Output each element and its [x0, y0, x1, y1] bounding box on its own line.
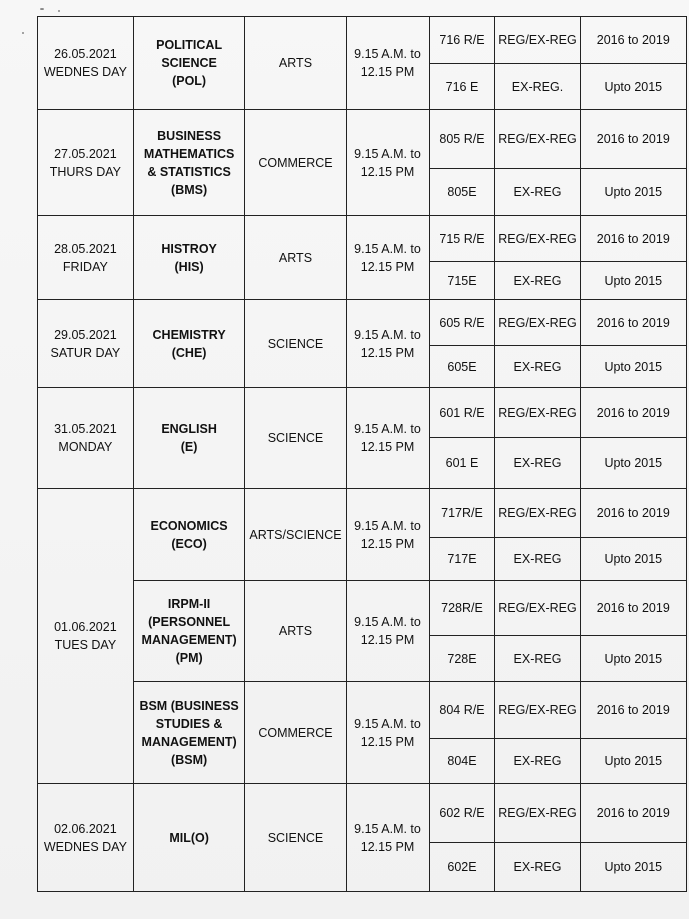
candidate-type-cell: EX-REG — [495, 169, 580, 216]
date-cell: 02.06.2021 WEDNES DAY — [38, 784, 134, 892]
paper-code-cell: 716 E — [429, 64, 495, 110]
paper-code-cell: 601 E — [429, 438, 495, 489]
time-cell: 9.15 A.M. to 12.15 PM — [346, 110, 429, 216]
stream-cell: ARTS — [245, 581, 346, 682]
paper-code-cell: 717E — [429, 538, 495, 581]
candidate-type-cell: REG/EX-REG — [495, 784, 580, 843]
batch-years-cell: Upto 2015 — [580, 843, 686, 892]
table-row — [38, 216, 687, 262]
table-row — [38, 17, 687, 64]
batch-years-cell: 2016 to 2019 — [580, 682, 686, 739]
candidate-type-cell: EX-REG — [495, 538, 580, 581]
batch-years-cell: Upto 2015 — [580, 636, 686, 682]
candidate-type-cell: REG/EX-REG — [495, 300, 580, 346]
batch-years-cell: 2016 to 2019 — [580, 110, 686, 169]
date-cell: 27.05.2021 THURS DAY — [38, 110, 134, 216]
batch-years-cell: Upto 2015 — [580, 169, 686, 216]
date-cell: 29.05.2021 SATUR DAY — [38, 300, 134, 388]
candidate-type-cell: REG/EX-REG — [495, 388, 580, 438]
date-cell: 26.05.2021 WEDNES DAY — [38, 17, 134, 110]
candidate-type-cell: REG/EX-REG — [495, 110, 580, 169]
time-cell: 9.15 A.M. to 12.15 PM — [346, 216, 429, 300]
candidate-type-cell: REG/EX-REG — [495, 581, 580, 636]
candidate-type-cell: EX-REG — [495, 636, 580, 682]
subject-cell: CHEMISTRY (CHE) — [133, 300, 245, 388]
candidate-type-cell: EX-REG — [495, 843, 580, 892]
subject-cell: IRPM-II (PERSONNEL MANAGEMENT) (PM) — [133, 581, 245, 682]
paper-code-cell: 605 R/E — [429, 300, 495, 346]
paper-code-cell: 805E — [429, 169, 495, 216]
batch-years-cell: 2016 to 2019 — [580, 388, 686, 438]
candidate-type-cell: EX-REG — [495, 438, 580, 489]
stream-cell: SCIENCE — [245, 388, 346, 489]
batch-years-cell: 2016 to 2019 — [580, 489, 686, 538]
paper-code-cell: 804 R/E — [429, 682, 495, 739]
batch-years-cell: Upto 2015 — [580, 438, 686, 489]
candidate-type-cell: EX-REG — [495, 262, 580, 300]
time-cell: 9.15 A.M. to 12.15 PM — [346, 300, 429, 388]
time-cell: 9.15 A.M. to 12.15 PM — [346, 682, 429, 784]
stream-cell: COMMERCE — [245, 110, 346, 216]
subject-cell: HISTROY (HIS) — [133, 216, 245, 300]
candidate-type-cell: REG/EX-REG — [495, 682, 580, 739]
scan-speck — [22, 32, 24, 34]
batch-years-cell: Upto 2015 — [580, 64, 686, 110]
batch-years-cell: 2016 to 2019 — [580, 300, 686, 346]
candidate-type-cell: EX-REG — [495, 739, 580, 784]
candidate-type-cell: REG/EX-REG — [495, 17, 580, 64]
paper-code-cell: 605E — [429, 346, 495, 388]
paper-code-cell: 717R/E — [429, 489, 495, 538]
batch-years-cell: Upto 2015 — [580, 262, 686, 300]
paper-code-cell: 602E — [429, 843, 495, 892]
table-row — [38, 581, 687, 636]
batch-years-cell: 2016 to 2019 — [580, 216, 686, 262]
stream-cell: ARTS/SCIENCE — [245, 489, 346, 581]
time-cell: 9.15 A.M. to 12.15 PM — [346, 581, 429, 682]
scan-speck — [40, 8, 44, 10]
paper-code-cell: 804E — [429, 739, 495, 784]
subject-cell: POLITICAL SCIENCE (POL) — [133, 17, 245, 110]
subject-cell: ECONOMICS (ECO) — [133, 489, 245, 581]
paper-code-cell: 716 R/E — [429, 17, 495, 64]
stream-cell: COMMERCE — [245, 682, 346, 784]
candidate-type-cell: REG/EX-REG — [495, 489, 580, 538]
table-row — [38, 388, 687, 438]
subject-cell: BSM (BUSINESS STUDIES & MANAGEMENT) (BSM) — [133, 682, 245, 784]
batch-years-cell: 2016 to 2019 — [580, 17, 686, 64]
candidate-type-cell: EX-REG — [495, 346, 580, 388]
time-cell: 9.15 A.M. to 12.15 PM — [346, 388, 429, 489]
scan-speck — [58, 10, 60, 12]
batch-years-cell: 2016 to 2019 — [580, 784, 686, 843]
candidate-type-cell: EX-REG. — [495, 64, 580, 110]
paper-code-cell: 602 R/E — [429, 784, 495, 843]
batch-years-cell: Upto 2015 — [580, 739, 686, 784]
paper-code-cell: 805 R/E — [429, 110, 495, 169]
batch-years-cell: Upto 2015 — [580, 538, 686, 581]
exam-timetable — [37, 16, 687, 892]
time-cell: 9.15 A.M. to 12.15 PM — [346, 17, 429, 110]
batch-years-cell: Upto 2015 — [580, 346, 686, 388]
date-cell: 28.05.2021 FRIDAY — [38, 216, 134, 300]
subject-cell: ENGLISH (E) — [133, 388, 245, 489]
time-cell: 9.15 A.M. to 12.15 PM — [346, 784, 429, 892]
paper-code-cell: 601 R/E — [429, 388, 495, 438]
time-cell: 9.15 A.M. to 12.15 PM — [346, 489, 429, 581]
batch-years-cell: 2016 to 2019 — [580, 581, 686, 636]
subject-cell: BUSINESS MATHEMATICS & STATISTICS (BMS) — [133, 110, 245, 216]
date-cell: 31.05.2021 MONDAY — [38, 388, 134, 489]
paper-code-cell: 728R/E — [429, 581, 495, 636]
stream-cell: SCIENCE — [245, 784, 346, 892]
date-cell: 01.06.2021 TUES DAY — [38, 489, 134, 784]
table-row — [38, 489, 687, 538]
paper-code-cell: 715E — [429, 262, 495, 300]
table-row — [38, 300, 687, 346]
table-row — [38, 682, 687, 739]
candidate-type-cell: REG/EX-REG — [495, 216, 580, 262]
table-row — [38, 784, 687, 843]
subject-cell: MIL(O) — [133, 784, 245, 892]
stream-cell: ARTS — [245, 17, 346, 110]
stream-cell: ARTS — [245, 216, 346, 300]
table-row — [38, 110, 687, 169]
paper-code-cell: 728E — [429, 636, 495, 682]
stream-cell: SCIENCE — [245, 300, 346, 388]
paper-code-cell: 715 R/E — [429, 216, 495, 262]
